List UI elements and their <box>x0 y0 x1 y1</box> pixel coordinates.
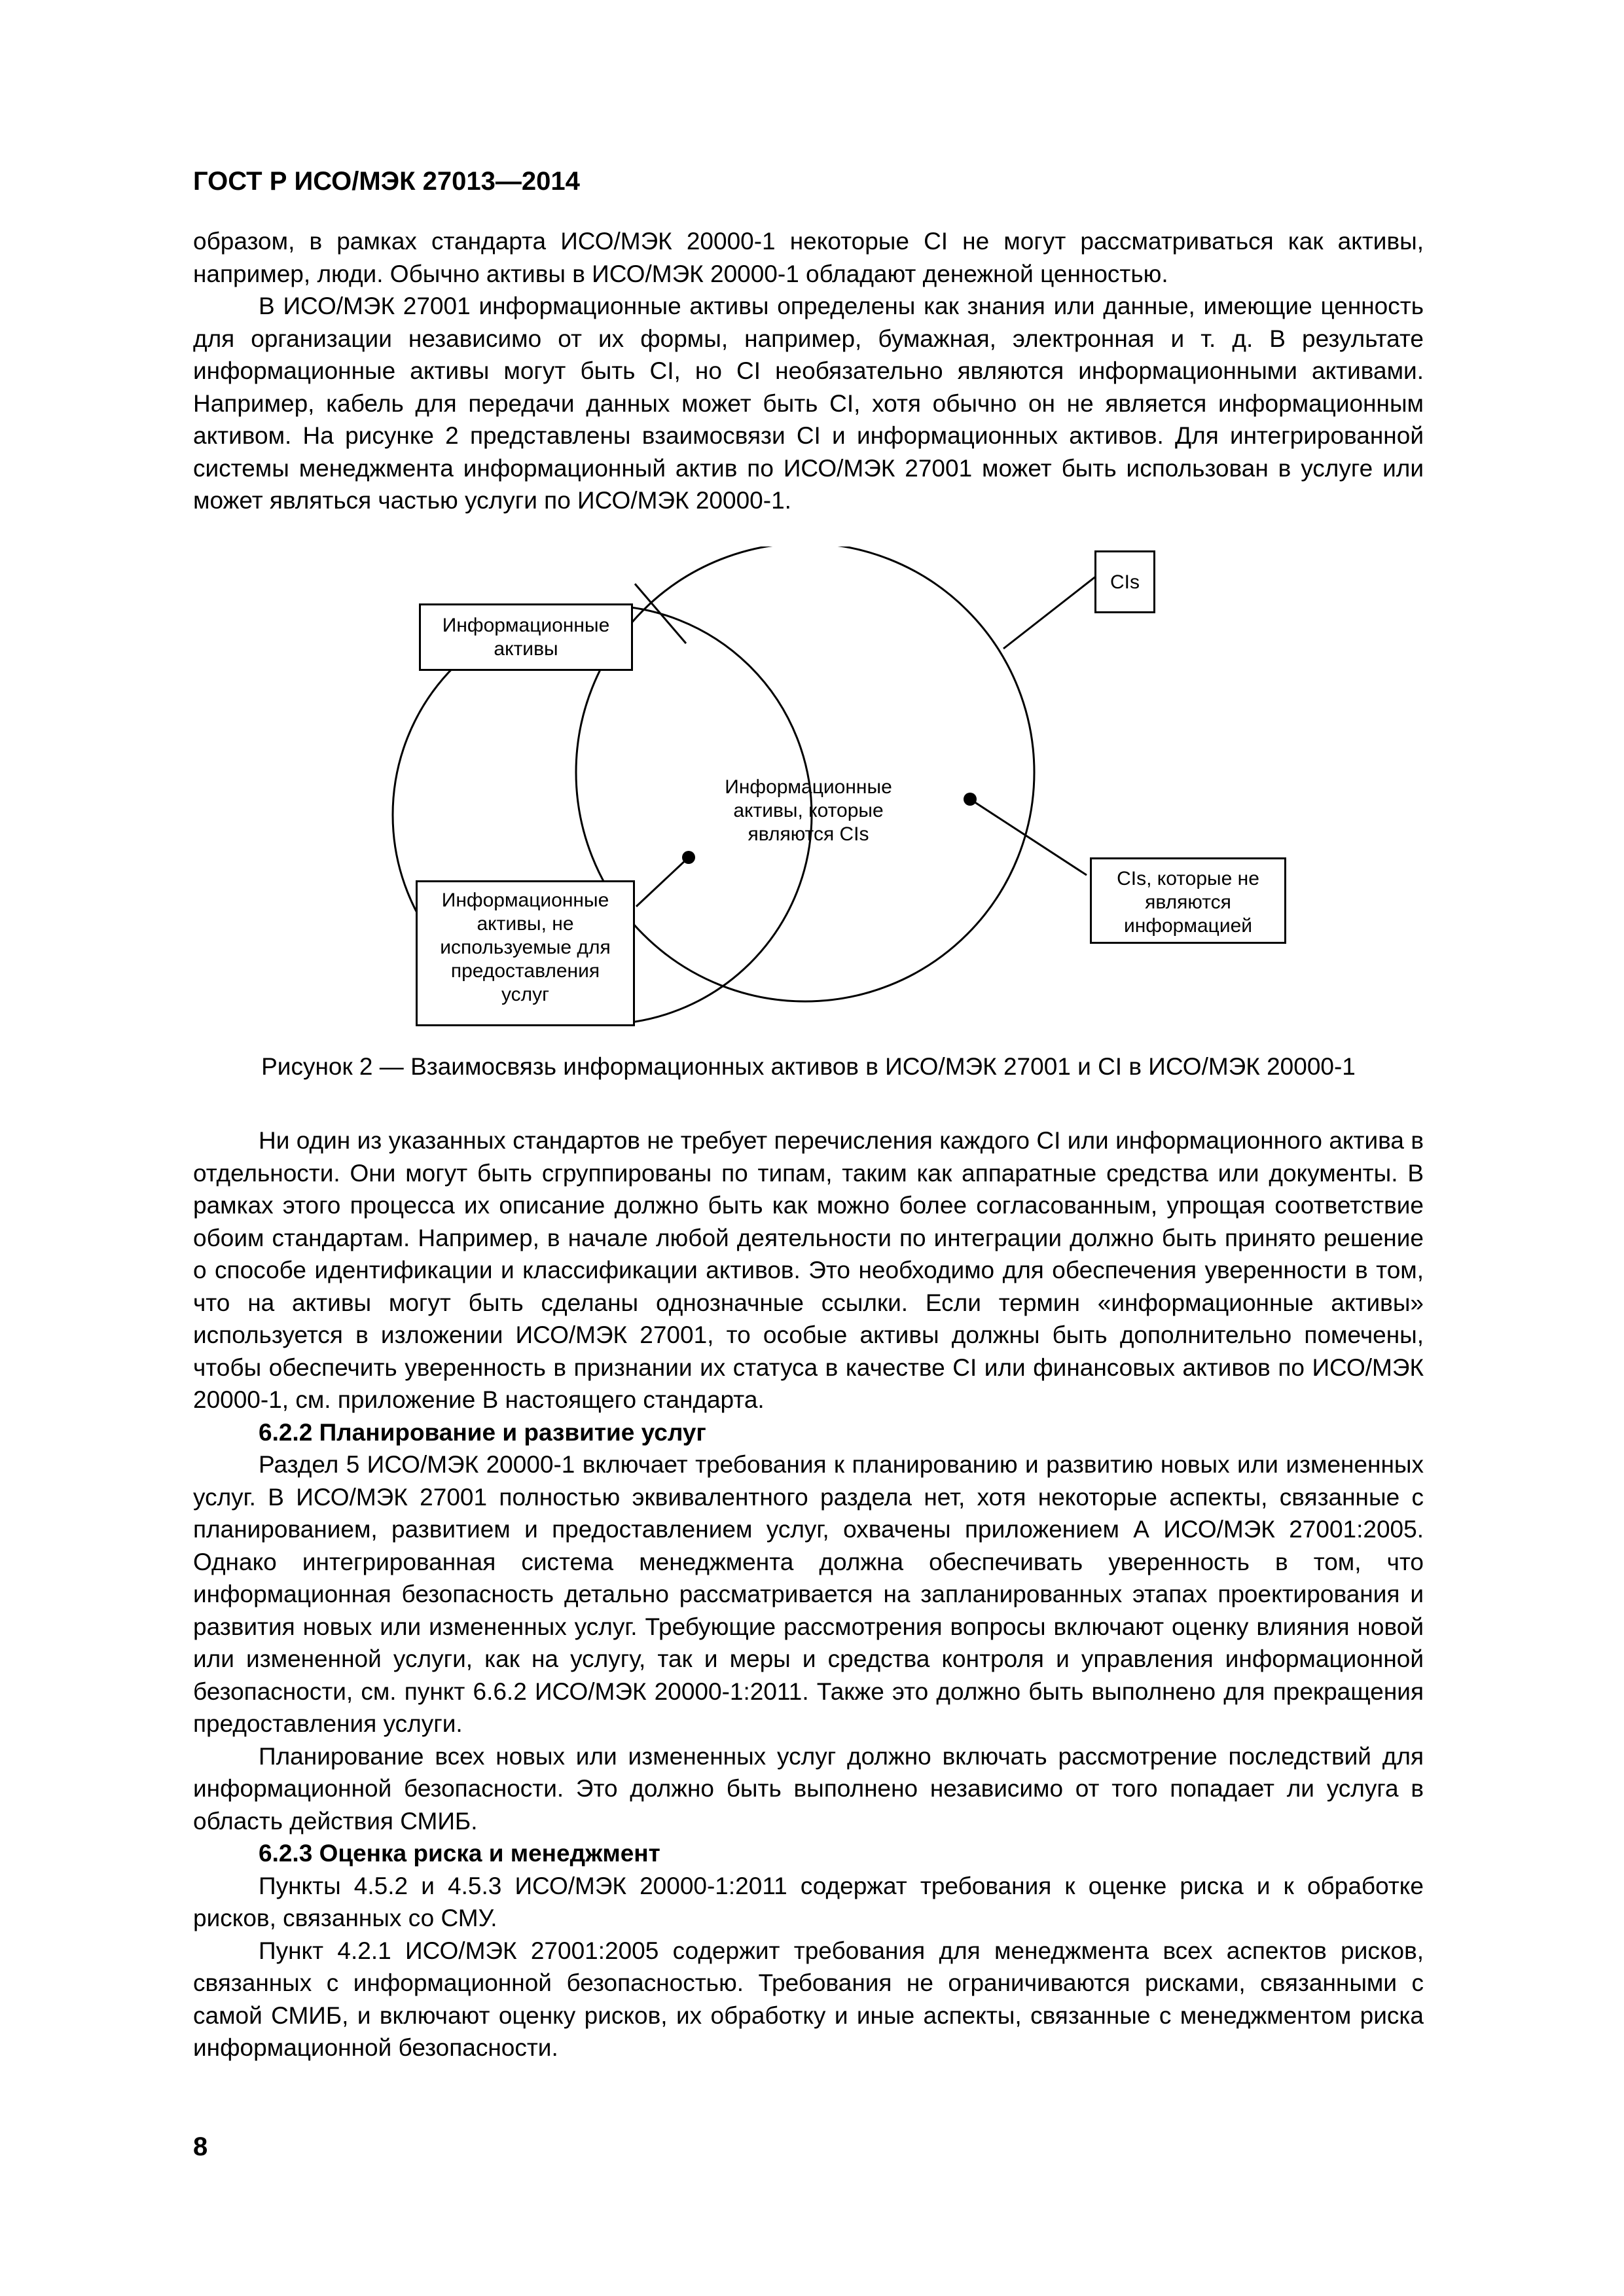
paragraph-planning: Раздел 5 ИСО/МЭК 20000-1 включает требования к планированию и развитию новых или измененных услуг. В ИСО/МЭК 27001 полностью эквивалентного раздела нет, хотя некоторые аспекты, связанные с планированием, развитием и предоставлением услуг, охвачены приложением А ИСО/МЭК 27001:2005. Однако интегрированная система менеджмента должна обеспечивать уверенность в том, что информационная безопасность детально рассматривается на запланированных этапах проектирования и развития новых или измененных услуг. Требующие рассмотрения вопросы включают оценку влияния новой или измененной услуги, как на услугу, так и меры и средства контроля и управления информационной безопасности, см. пункт 6.6.2 ИСО/МЭК 20000-1:2011. Также это должно быть выполнено для прекращения предоставления услуги. <box>193 1451 1424 1737</box>
section-heading-6-2-3: 6.2.3 Оценка риска и менеджмент <box>259 1840 660 1867</box>
not-used-box <box>416 880 635 1026</box>
intersection-label-line: являются CIs <box>748 823 869 845</box>
intersection-label <box>707 776 910 846</box>
cis-not-info-label-line: CIs, которые не <box>1117 868 1259 889</box>
cis-not-info-box <box>1090 857 1286 944</box>
paragraph-planning-security: Планирование всех новых или измененных услуг должно включать рассмотрение последствий для информационной безопасности. Это должно быть выполнено независимо от того попадает ли услуга в область действия СМИБ. <box>193 1742 1424 1835</box>
cis-label: CIs <box>1110 571 1140 593</box>
cis-not-info-label-line: являются <box>1145 891 1231 913</box>
info-assets-box <box>419 603 633 671</box>
intersection-label-line: Информационные <box>725 776 892 798</box>
info-assets-label-line: активы <box>494 638 558 660</box>
intersection-label-line: активы, которые <box>733 800 884 821</box>
leader-line-not-used <box>636 857 689 906</box>
paragraph-risk-isms: Пункт 4.2.1 ИСО/МЭК 27001:2005 содержит требования для менеджмента всех аспектов рисков, связанных с информационной безопасностью. Требования не ограничиваются рисками, связанными с самой СМИБ, и включают оценку рисков, их обработку и иные аспекты, связанные с менеджментом риска информационной безопасности. <box>193 1937 1424 2061</box>
paragraph-continuation: образом, в рамках стандарта ИСО/МЭК 20000-1 некоторые CI не могут рассматриваться как активы, например, люди. Обычно активы в ИСО/МЭК 20000-1 обладают денежной ценностью. <box>193 228 1424 287</box>
leader-line-cis-not-info <box>970 799 1087 875</box>
not-used-label-line: активы, не <box>477 913 574 935</box>
leader-line-info-assets <box>635 584 686 643</box>
text-block-top <box>193 225 1424 517</box>
paragraph-risk-sms: Пункты 4.5.2 и 4.5.3 ИСО/МЭК 20000-1:2011 содержат требования к оценке риска и к обработке рисков, связанных со СМУ. <box>193 1872 1424 1931</box>
document-header: ГОСТ Р ИСО/МЭК 27013—2014 <box>193 167 580 196</box>
info-assets-label-line: Информационные <box>442 615 610 636</box>
not-used-label-line: используемые для <box>440 937 611 958</box>
cis-not-info-label-line: информацией <box>1123 915 1253 937</box>
not-used-label-line: Информационные <box>441 889 609 911</box>
page-number: 8 <box>193 2132 208 2161</box>
cis-box <box>1094 550 1155 613</box>
leader-line-cis <box>1003 576 1096 649</box>
text-block-bottom <box>193 1124 1424 2064</box>
paragraph-enumeration: Ни один из указанных стандартов не требует перечисления каждого CI или информационного актива в отдельности. Они могут быть сгруппированы по типам, таким как аппаратные средства или документы. В рамках этого процесса их описание должно быть как можно более согласованным, упрощая соответствие обоим стандартам. Например, в начале любой деятельности по интеграции должно быть принято решение о способе идентификации и классификации активов. Это необходимо для обеспечения уверенности в том, что на активы могут быть сделаны однозначные ссылки. Если термин «информационные активы» используется в изложении ИСО/МЭК 27001, то особые активы должны быть дополнительно помечены, чтобы обеспечить уверенность в признании их статуса в качестве CI или финансовых активов по ИСО/МЭК 20000-1, см. приложение В настоящего стандарта. <box>193 1127 1424 1413</box>
paragraph-info-assets: В ИСО/МЭК 27001 информационные активы определены как знания или данные, имеющие ценность для организации независимо от их формы, например, бумажная, электронная и т. д. В результате информационные активы могут быть CI, но CI необязательно являются информационными активами. Например, кабель для передачи данных может быть CI, хотя обычно он не является информационным активом. На рисунке 2 представлены взаимосвязи CI и информационных активов. Для интегрированной системы менеджмента информационный актив по ИСО/МЭК 27001 может быть использован в услуге или может являться частью услуги по ИСО/МЭК 20000-1. <box>193 293 1424 514</box>
figure-caption: Рисунок 2 — Взаимосвязь информационных активов в ИСО/МЭК 27001 и CI в ИСО/МЭК 20000-1 <box>261 1053 1356 1080</box>
not-used-label-line: услуг <box>501 984 550 1005</box>
not-used-label-line: предоставления <box>450 960 600 982</box>
section-heading-6-2-2: 6.2.2 Планирование и развитие услуг <box>259 1418 706 1446</box>
figure-2 <box>367 547 1316 1037</box>
cis-circle <box>576 547 1034 1001</box>
